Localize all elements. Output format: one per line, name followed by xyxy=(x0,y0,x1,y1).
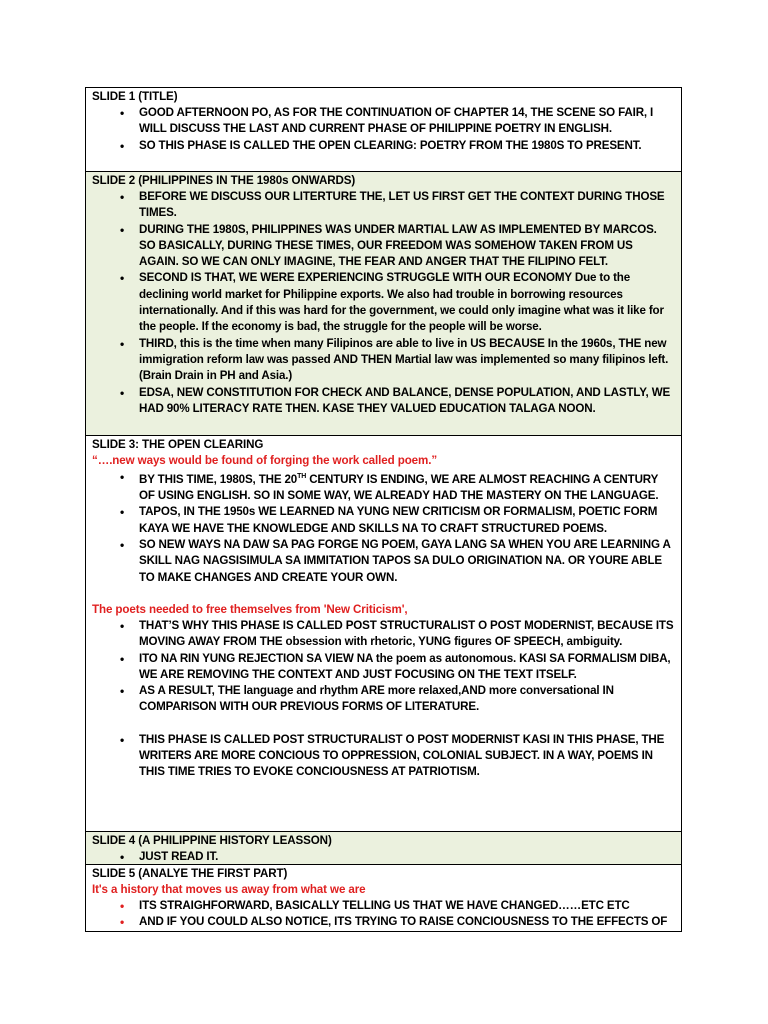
slide-4-cell xyxy=(86,832,681,865)
list-item: • DURING THE 1980S, PHILIPPINES WAS UNDER MARTIAL LAW AS IMPLEMENTED BY MARCOS. SO BASICALLY, DURING THESE TIMES, OUR FREEDOM WAS SOMEHOW TAKEN FROM US AGAIN. SO WE CAN ONLY IMAGINE, THE FEAR AND ANGER THAT THE FILIPINO FELT. xyxy=(139,222,675,271)
bullet-icon: • xyxy=(119,850,125,864)
slide-3-heading: SLIDE 3: THE OPEN CLEARING xyxy=(92,438,264,451)
slide-5-cell xyxy=(86,865,681,931)
bullet-icon: • xyxy=(119,899,125,913)
slide-2-bullets xyxy=(92,189,675,417)
slide-3-cell xyxy=(86,436,681,832)
bullet-icon: • xyxy=(119,190,125,204)
spacer xyxy=(92,586,675,602)
bullet-icon: • xyxy=(119,505,125,520)
slide-4-heading: SLIDE 4 (A PHILIPPINE HISTORY LEASSON) xyxy=(92,834,332,847)
list-item: • ITO NA RIN YUNG REJECTION SA VIEW NA the poem as autonomous. KASI SA FORMALISM DIBA, WE ARE REMOVING THE CONTEXT AND JUST FOCUSING ON THE TEXT ITSELF. xyxy=(139,651,675,684)
list-item: • TAPOS, IN THE 1950s WE LEARNED NA YUNG NEW CRITICISM OR FORMALISM, POETIC FORM KAYA WE HAVE THE KNOWLEDGE AND SKILLS NA TO CRAFT STRUCTURED POEMS. xyxy=(139,504,675,537)
bullet-icon: • xyxy=(119,336,125,351)
slide-2-cell xyxy=(86,172,681,436)
bullet-icon: • xyxy=(119,915,125,930)
bullet-icon: • xyxy=(119,732,125,747)
bullet-icon: • xyxy=(119,138,125,153)
slide-3-subheading: The poets needed to free themselves from 'New Criticism', xyxy=(92,602,408,616)
list-item: • GOOD AFTERNOON PO, AS FOR THE CONTINUATION OF CHAPTER 14, THE SCENE SO FAIR, I WILL DISCUSS THE LAST AND CURRENT PHASE OF PHILIPPINE POETRY IN ENGLISH. xyxy=(139,105,675,138)
bullet-icon: • xyxy=(119,271,125,286)
slide-1-bullets xyxy=(92,105,675,154)
slide-notes-table xyxy=(85,87,682,932)
list-item: • BY THIS TIME, 1980S, THE 20TH CENTURY IS ENDING, WE ARE ALMOST REACHING A CENTURY OF USING ENGLISH. SO IN SOME WAY, WE ALREADY HAD THE MASTERY ON THE LANGUAGE. xyxy=(139,469,675,504)
slide-4-bullets xyxy=(92,849,675,865)
slide-5-subheading: It's a history that moves us away from what we are xyxy=(92,883,366,896)
slide-3-bullets-c xyxy=(92,732,675,781)
slide-3-bullets-b xyxy=(92,618,675,716)
bullet-icon: • xyxy=(119,222,125,237)
list-item: • ITS STRAIGHFORWARD, BASICALLY TELLING US THAT WE HAVE CHANGED……ETC ETC xyxy=(139,898,675,914)
bullet-icon: • xyxy=(119,651,125,666)
list-item: • THAT’S WHY THIS PHASE IS CALLED POST STRUCTURALIST O POST MODERNIST, BECAUSE ITS MOVING AWAY FROM THE obsession with rhetoric, YUNG figures OF SPEECH, ambiguity. xyxy=(139,618,675,651)
slide-5-bullets xyxy=(92,898,675,931)
slide-5-heading: SLIDE 5 (ANALYE THE FIRST PART) xyxy=(92,867,288,880)
spacer xyxy=(92,716,675,732)
bullet-icon: • xyxy=(119,684,125,699)
bullet-icon: • xyxy=(119,106,125,120)
bullet-icon: • xyxy=(119,470,125,484)
list-item: • AND IF YOU COULD ALSO NOTICE, ITS TRYING TO RAISE CONCIOUSNESS TO THE EFFECTS OF xyxy=(139,914,675,930)
slide-3-quote: “….new ways would be found of forging the work called poem.” xyxy=(92,454,438,467)
slide-3-bullets-a xyxy=(92,469,675,586)
list-item: • BEFORE WE DISCUSS OUR LITERTURE THE, LET US FIRST GET THE CONTEXT DURING THOSE TIMES. xyxy=(139,189,675,222)
list-item: • EDSA, NEW CONSTITUTION FOR CHECK AND BALANCE, DENSE POPULATION, AND LASTLY, WE HAD 90% LITERACY RATE THEN. KASE THEY VALUED EDUCATION TALAGA NOON. xyxy=(139,385,675,418)
bullet-icon: • xyxy=(119,385,125,400)
slide-1-heading: SLIDE 1 (TITLE) xyxy=(92,90,178,103)
list-item: • THIS PHASE IS CALLED POST STRUCTURALIST O POST MODERNIST KASI IN THIS PHASE, THE WRITERS ARE MORE CONCIOUS TO OPPRESSION, COLONIAL SUBJECT. IN A WAY, POEMS IN THIS TIME TRIES TO EVOKE CONCIOUSNESS AT PATRIOTISM. xyxy=(139,732,675,781)
bullet-icon: • xyxy=(119,538,125,553)
list-item: • THIRD, this is the time when many Filipinos are able to live in US BECAUSE In the 1960s, THE new immigration reform law was passed AND THEN Martial law was implemented so many filipinos left. (Brain Drain in PH and Asia.) xyxy=(139,336,675,385)
list-item: • JUST READ IT. xyxy=(139,849,675,865)
list-item: • SECOND IS THAT, WE WERE EXPERIENCING STRUGGLE WITH OUR ECONOMY Due to the declining world market for Philippine exports. We also had trouble in borrowing resources internationally. And if this was hard for the government, we could only imagine what was it like for the people. If the economy is bad, the struggle for the people will be worse. xyxy=(139,270,675,335)
slide-2-heading: SLIDE 2 (PHILIPPINES IN THE 1980s ONWARDS) xyxy=(92,174,356,187)
list-item: • AS A RESULT, THE language and rhythm ARE more relaxed,AND more conversational IN COMPARISON WITH OUR PREVIOUS FORMS OF LITERATURE. xyxy=(139,683,675,716)
slide-1-cell xyxy=(86,88,681,172)
list-item: • SO NEW WAYS NA DAW SA PAG FORGE NG POEM, GAYA LANG SA WHEN YOU ARE LEARNING A SKILL NAG NAGSISIMULA SA IMMITATION TAPOS SA DULO ORIGINATION NA. OR YOURE ABLE TO MAKE CHANGES AND CREATE YOUR OWN. xyxy=(139,537,675,586)
list-item: • SO THIS PHASE IS CALLED THE OPEN CLEARING: POETRY FROM THE 1980S TO PRESENT. xyxy=(139,138,675,154)
bullet-icon: • xyxy=(119,618,125,633)
